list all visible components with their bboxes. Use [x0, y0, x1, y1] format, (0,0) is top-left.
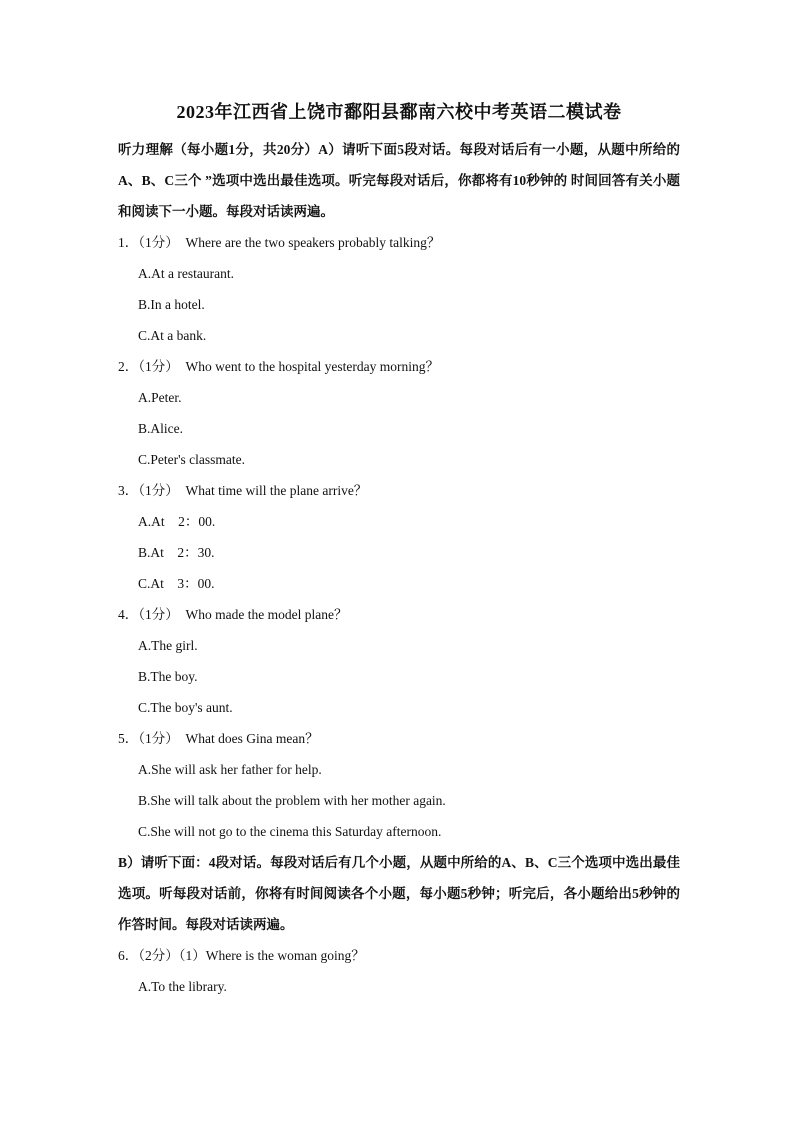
question-1-option-c: C.At a bank.	[138, 328, 207, 343]
question-6-option-a: A.To the library.	[138, 979, 227, 994]
question-4-option-c: C.The boy's aunt.	[138, 700, 233, 715]
section-heading-a: 听力理解（每小题1分，共20分）A）请听下面5段对话。每段对话后有一小题，从题中所给的A、B、C三个 ”选项中选出最佳选项。听完每段对话后，你都将有10秒钟的 时间回答有关小题和阅读下一小题。每段对话读两遍。	[118, 142, 680, 219]
question-4-option-a: A.The girl.	[138, 638, 198, 653]
question-4-option-b: B.The boy.	[138, 669, 198, 684]
question-3-option-a: A.At 2：00.	[138, 514, 216, 529]
question-3-option-b: B.At 2：30.	[138, 545, 215, 560]
question-1-option-b: B.In a hotel.	[138, 297, 205, 312]
question-2-option-a: A.Peter.	[138, 390, 182, 405]
question-2-stem: 2．（1分） Who went to the hospital yesterday morning？	[118, 359, 439, 374]
question-5-option-a: A.She will ask her father for help.	[138, 762, 322, 777]
question-2-option-b: B.Alice.	[138, 421, 183, 436]
question-5-option-b: B.She will talk about the problem with her mother again.	[138, 793, 446, 808]
section-heading-b: B）请听下面：4段对话。每段对话后有几个小题，从题中所给的A、B、C三个选项中选出最佳选项。听每段对话前，你将有时间阅读各个小题，每小题5秒钟；听完后，各小题给出5秒钟的作答时间。每段对话读两遍。	[118, 855, 680, 932]
exam-page	[118, 100, 680, 1002]
question-4-stem: 4．（1分） Who made the model plane？	[118, 607, 348, 622]
page-title: 2023年江西省上饶市鄱阳县鄱南六校中考英语二模试卷	[176, 102, 622, 122]
question-1-option-a: A.At a restaurant.	[138, 266, 234, 281]
question-5-option-c: C.She will not go to the cinema this Saturday afternoon.	[138, 824, 442, 839]
question-5-stem: 5．（1分） What does Gina mean？	[118, 731, 319, 746]
question-2-option-c: C.Peter's classmate.	[138, 452, 246, 467]
question-3-stem: 3．（1分） What time will the plane arrive？	[118, 483, 368, 498]
question-3-option-c: C.At 3：00.	[138, 576, 215, 591]
question-1-stem: 1．（1分） Where are the two speakers probably talking？	[118, 235, 441, 250]
question-6-stem: 6．（2分）（1）Where is the woman going？	[118, 948, 365, 963]
